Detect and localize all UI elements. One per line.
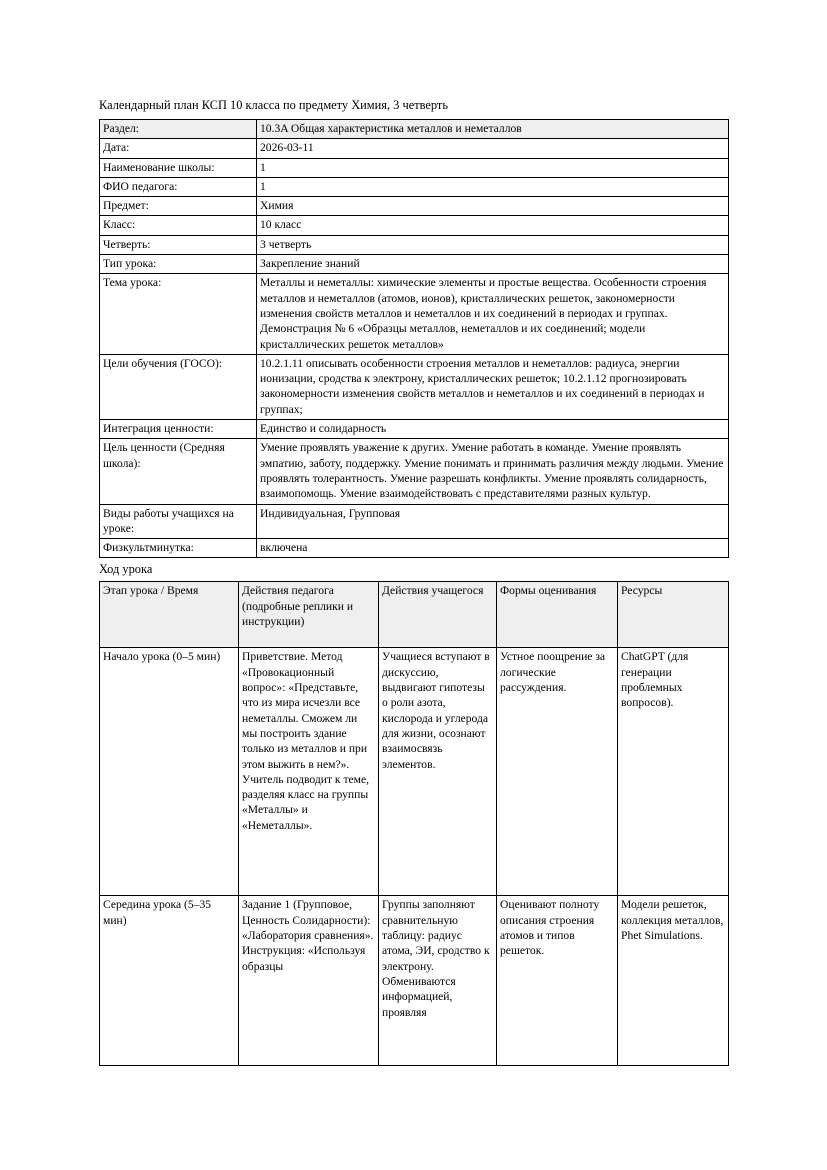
info-row-label: Физкультминутка: (100, 539, 257, 558)
table-row (100, 197, 729, 216)
column-header: Действия учащегося (379, 582, 497, 648)
info-row-value: Металлы и неметаллы: химические элементы и простые вещества. Особенности строения металлов и неметаллов (атомов, ионов), кристаллических решеток, закономерности изменения свойств металлов и неметаллов и их соединений в периодах и группах. Демонстрация № 6 «Образцы металлов, неметаллов и их соединений; модели кристаллических решеток металлов» (257, 274, 729, 354)
table-row (100, 896, 729, 1066)
info-row-label: Цели обучения (ГОСО): (100, 354, 257, 419)
table-row (100, 274, 729, 354)
table-row (100, 216, 729, 235)
info-row-value: Закрепление знаний (257, 255, 729, 274)
info-row-label: Цель ценности (Средняя школа): (100, 439, 257, 504)
student-actions-cell: Учащиеся вступают в дискуссию, выдвигают гипотезы о роли азота, кислорода и углерода для жизни, осознают взаимосвязь элементов. (379, 648, 497, 896)
table-row (100, 177, 729, 196)
lesson-flow-table (99, 581, 729, 1066)
column-header: Формы оценивания (497, 582, 618, 648)
stage-cell: Середина урока (5–35 мин) (100, 896, 239, 1066)
table-row (100, 354, 729, 419)
teacher-actions-cell: Приветствие. Метод «Провокационный вопрос»: «Представьте, что из мира исчезли все неметаллы. Сможем ли мы построить здание только из металлов и при этом выжить в нем?». Учитель подводит к теме, разделяя класс на группы «Металлы» и «Неметаллы». (239, 648, 379, 896)
assessment-cell: Оценивают полноту описания строения атомов и типов решеток. (497, 896, 618, 1066)
info-row-label: Четверть: (100, 235, 257, 254)
lesson-info-body (100, 120, 729, 558)
info-row-value: 10.3A Общая характеристика металлов и неметаллов (257, 120, 729, 139)
table-row (100, 255, 729, 274)
table-row (100, 539, 729, 558)
info-row-label: Дата: (100, 139, 257, 158)
table-row (100, 235, 729, 254)
info-row-value: Индивидуальная, Групповая (257, 504, 729, 539)
teacher-actions-cell: Задание 1 (Групповое, Ценность Солидарности): «Лаборатория сравнения». Инструкция: «Используя образцы (239, 896, 379, 1066)
info-row-value: 10.2.1.11 описывать особенности строения металлов и неметаллов: радиуса, энергии ионизации, сродства к электрону, кристаллических решеток; 10.2.1.12 прогнозировать закономерности изменения свойств металлов и неметаллов и их соединений в периодах и группах; (257, 354, 729, 419)
column-header: Действия педагога (подробные реплики и инструкции) (239, 582, 379, 648)
table-row (100, 504, 729, 539)
table-row (100, 158, 729, 177)
info-row-label: Предмет: (100, 197, 257, 216)
info-row-value: Умение проявлять уважение к других. Умение работать в команде. Умение проявлять эмпатию, заботу, поддержку. Умение понимать и принимать различия между людьми. Умение проявлять толерантность. Умение разрешать конфликты. Умение проявлять солидарность, взаимопомощь. Умение взаимодействовать с представителями разных культур. (257, 439, 729, 504)
info-row-label: Тема урока: (100, 274, 257, 354)
info-row-label: Виды работы учащихся на уроке: (100, 504, 257, 539)
column-header: Этап урока / Время (100, 582, 239, 648)
info-row-label: ФИО педагога: (100, 177, 257, 196)
table-row (100, 420, 729, 439)
column-header: Ресурсы (618, 582, 729, 648)
table-row (100, 648, 729, 896)
assessment-cell: Устное поощрение за логические рассуждения. (497, 648, 618, 896)
lesson-flow-body (100, 648, 729, 1066)
page-title: Календарный план КСП 10 класса по предмету Химия, 3 четверть (99, 98, 448, 112)
info-row-value: 3 четверть (257, 235, 729, 254)
info-row-value: 1 (257, 177, 729, 196)
info-row-value: 1 (257, 158, 729, 177)
stage-cell: Начало урока (0–5 мин) (100, 648, 239, 896)
student-actions-cell: Группы заполняют сравнительную таблицу: радиус атома, ЭИ, сродство к электрону. Обмениваются информацией, проявляя (379, 896, 497, 1066)
info-row-label: Класс: (100, 216, 257, 235)
table-row (100, 120, 729, 139)
info-row-value: 10 класс (257, 216, 729, 235)
info-row-label: Тип урока: (100, 255, 257, 274)
resources-cell: ChatGPT (для генерации проблемных вопросов). (618, 648, 729, 896)
info-row-value: 2026-03-11 (257, 139, 729, 158)
lesson-flow-heading: Ход урока (99, 562, 153, 577)
table-row (100, 139, 729, 158)
info-row-value: включена (257, 539, 729, 558)
info-row-value: Химия (257, 197, 729, 216)
resources-cell: Модели решеток, коллекция металлов, Phet Simulations. (618, 896, 729, 1066)
info-row-label: Наименование школы: (100, 158, 257, 177)
table-header-row (100, 582, 729, 648)
info-row-label: Раздел: (100, 120, 257, 139)
info-row-value: Единство и солидарность (257, 420, 729, 439)
lesson-flow-header (100, 582, 729, 648)
info-row-label: Интеграция ценности: (100, 420, 257, 439)
table-row (100, 439, 729, 504)
lesson-info-table (99, 119, 729, 558)
